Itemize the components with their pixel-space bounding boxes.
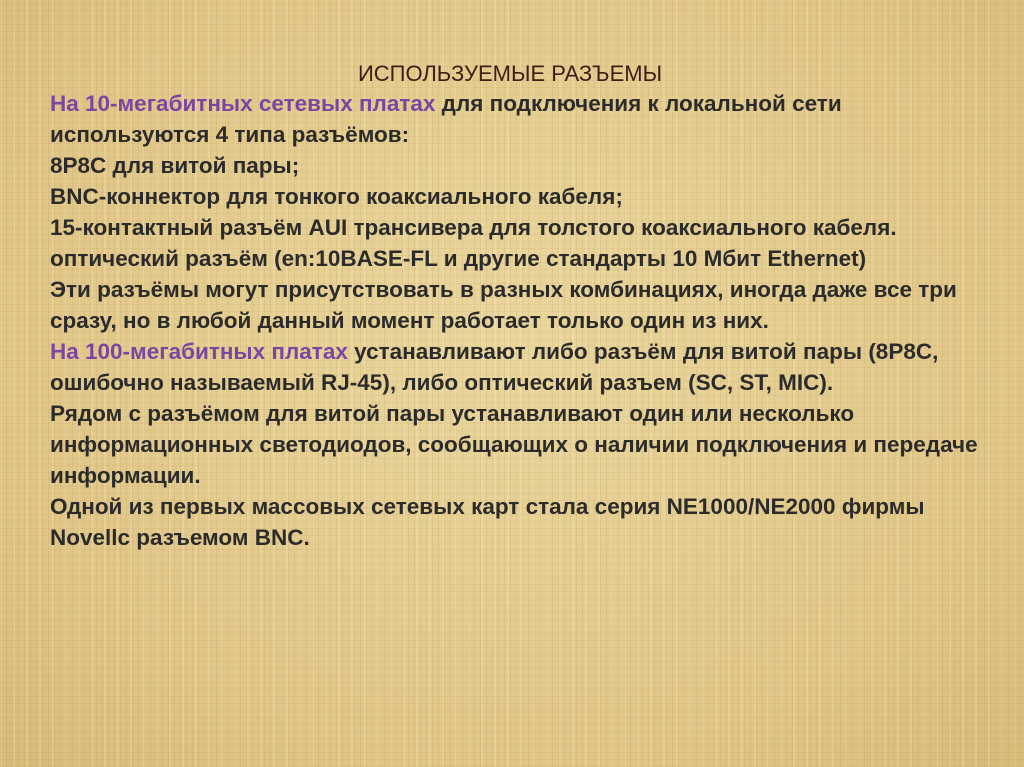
paragraph-100mbit [50,336,990,398]
paragraph-combinations: Эти разъёмы могут присутствовать в разных комбинациях, иногда даже все три сразу, но в любой данный момент работает только один из них. [50,277,957,333]
paragraph-optical: оптический разъём (en:10BASE-FL и другие стандарты 10 Мбит Ethernet) [50,246,867,271]
paragraph-ne2000: Одной из первых массовых сетевых карт стала серия NE1000/NE2000 фирмы Novellс разъемом BNC. [50,494,925,550]
highlight-100mbit: На 100-мегабитных платах [50,339,348,364]
paragraph-aui: 15-контактный разъём AUI трансивера для толстого коаксиального кабеля. [50,215,897,240]
paragraph-leds: Рядом с разъёмом для витой пары устанавливают один или несколько информационных светодиодов, сообщающих о наличии подключения и передаче информации. [50,401,978,488]
slide-content [50,60,990,553]
slide-body [50,88,990,553]
paragraph-8p8c: 8P8C для витой пары; [50,153,300,178]
paragraph-10mbit-text: для подключения к локальной сети используются 4 типа разъёмов: [50,91,842,147]
slide-title: ИСПОЛЬЗУЕМЫЕ РАЗЪЕМЫ [357,61,663,86]
paragraph-100mbit-text: устанавливают либо разъём для витой пары (8P8C, ошибочно называемый RJ-45), либо оптический разъем (SC, ST, MIC). [50,339,939,395]
paragraph-10mbit [50,88,990,150]
paragraph-bnc: BNC-коннектор для тонкого коаксиального кабеля; [50,184,623,209]
highlight-10mbit: На 10-мегабитных сетевых платах [50,91,436,116]
